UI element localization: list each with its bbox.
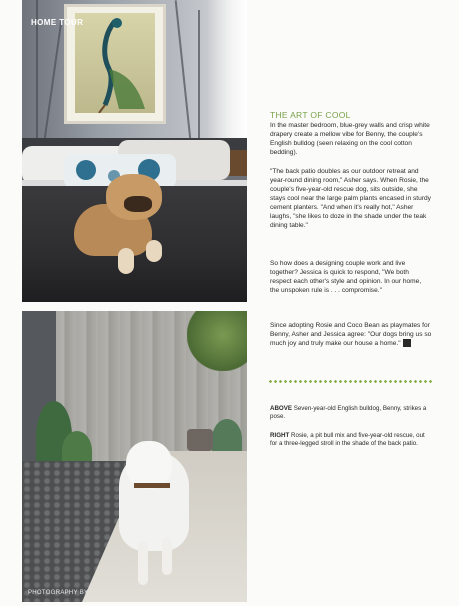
wallpaper-branch xyxy=(198,10,200,140)
article-paragraph: In the master bedroom, blue-grey walls and crisp white drapery create a mellow vibe for Benny, the couple's English bulldog (seen relaxing on the cool cotton bedding). xyxy=(270,122,430,156)
white-dog-head xyxy=(126,441,172,489)
caption-lead: RIGHT xyxy=(270,432,290,439)
planter-pot xyxy=(187,429,213,451)
section-label: HOME TOUR xyxy=(31,18,84,27)
white-dog-leg xyxy=(162,537,172,575)
peacock-artwork xyxy=(75,13,155,113)
end-mark-icon xyxy=(403,339,411,347)
dotted-divider xyxy=(268,380,432,383)
peacock-icon xyxy=(75,13,155,113)
window-drapery xyxy=(207,0,247,140)
bulldog-muzzle xyxy=(124,196,152,212)
tree-foliage xyxy=(187,311,247,371)
article-paragraph: "The back patio doubles as our outdoor retreat and year-round dining room," Asher says. When Rosie, the couple's five-year-old rescue dog, sits outside, she stays cool near the large palm plants encased in sturdy cement planters. "And when it's really hot," Asher laughs, "she likes to doze in the shade under the teak dining table." xyxy=(270,168,431,229)
caption-text: Seven-year-old English bulldog, Benny, strikes a pose. xyxy=(270,405,427,421)
photo-credit: PHOTOGRAPHY BY xyxy=(28,590,89,596)
bulldog-leg xyxy=(118,248,134,274)
article-heading: THE ART OF COOL xyxy=(270,110,351,120)
caption-above xyxy=(270,405,432,422)
bulldog-leg xyxy=(146,240,162,262)
article-paragraph-text: Since adopting Rosie and Coco Bean as playmates for Benny, Asher and Jessica agree: "Our dogs bring us so much joy and truly make our house a home." xyxy=(270,322,432,347)
dog-harness xyxy=(134,483,170,488)
bedroom-photo xyxy=(22,0,247,302)
white-dog-leg xyxy=(138,541,148,585)
article-paragraph: So how does a designing couple work and live together? Jessica is quick to respond, "We both respect each other's style and opinion. In our home, the unspoken rule is . . . compromise." xyxy=(270,260,422,294)
pillow-pattern xyxy=(76,160,96,180)
caption-right xyxy=(270,432,432,449)
patio-photo xyxy=(22,311,247,602)
article-paragraph xyxy=(270,321,432,348)
caption-text: Rosie, a pit bull mix and five-year-old rescue, out for a three-legged stroll in the shade of the back patio. xyxy=(270,432,425,448)
caption-lead: ABOVE xyxy=(270,405,293,412)
